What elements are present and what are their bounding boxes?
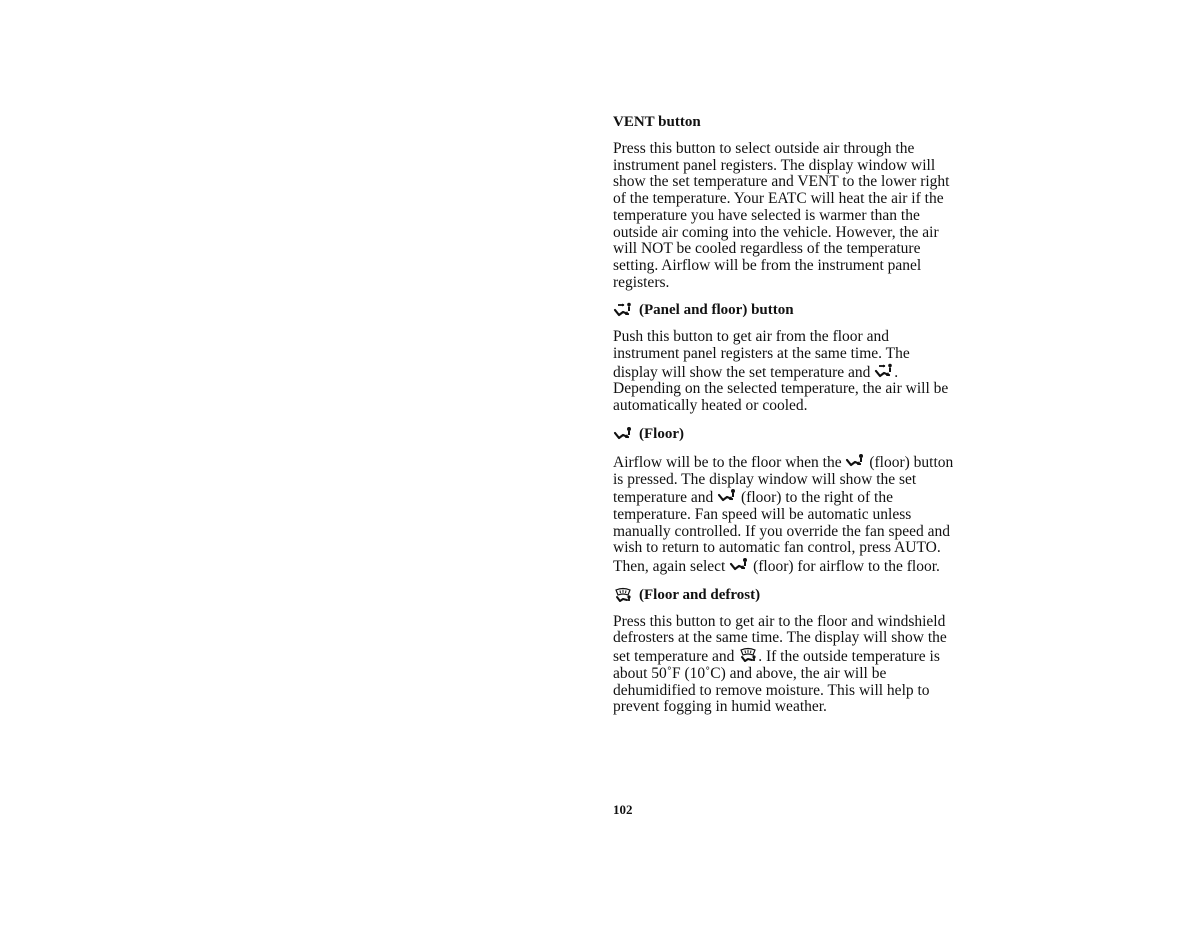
section-heading-floor-defrost — [613, 585, 958, 605]
panel-floor-paragraph — [613, 329, 958, 415]
section-heading-floor — [613, 424, 958, 444]
floor-airflow-icon — [729, 557, 749, 573]
floor-text-3: (floor) to the right of the temperature. Fan speed will be automatic unless manually controlled. If you override the fan speed and wish to return to automatic fan control, press AUTO. Then, again select — [613, 489, 951, 576]
panel-and-floor-airflow-icon — [874, 363, 894, 379]
floor-airflow-icon — [845, 453, 865, 469]
floor-defrost-text-1: Press this button to get air to the floor and windshield defrosters at the same time. The display will show the set temperature and — [613, 612, 947, 666]
panel-floor-heading-text: (Panel and floor) button — [639, 302, 794, 319]
page-number: 102 — [613, 802, 633, 817]
floor-airflow-icon — [717, 488, 737, 504]
panel-and-floor-airflow-icon — [613, 302, 633, 318]
section-heading-panel-floor — [613, 300, 958, 320]
manual-page-column — [613, 112, 958, 716]
floor-airflow-icon — [613, 426, 633, 442]
floor-and-defrost-icon — [613, 587, 633, 603]
floor-defrost-text-2: . If the outside temperature is about 50˚F (10˚C) and above, the air will be dehumidified to remove moisture. This will help to prevent fogging in humid weather. — [613, 648, 940, 716]
floor-paragraph — [613, 453, 958, 576]
vent-heading-text: VENT button — [613, 114, 701, 130]
panel-floor-text-1: Push this button to get air from the floor and instrument panel registers at the same time. The display will show the set temperature and — [613, 328, 910, 381]
floor-text-2: (floor) button is pressed. The display window will show the set temperature and — [613, 453, 954, 507]
vent-paragraph: Press this button to select outside air through the instrument panel registers. The display window will show the set temperature and VENT to the lower right of the temperature. Your EATC will heat the air if the temperature you have selected is warmer than the outside air coming into the vehicle. However, the air will NOT be cooled regardless of the temperature setting. Airflow will be from the instrument panel registers. — [613, 140, 950, 291]
floor-and-defrost-icon — [738, 647, 758, 663]
floor-heading-text: (Floor) — [639, 425, 684, 442]
panel-floor-text-2: . Depending on the selected temperature, the air will be automatically heated or cooled. — [613, 363, 949, 415]
floor-defrost-heading-text: (Floor and defrost) — [639, 586, 761, 603]
floor-defrost-paragraph — [613, 614, 958, 716]
floor-text-1: Airflow will be to the floor when the — [613, 453, 846, 471]
floor-text-4: (floor) for airflow to the floor. — [749, 558, 940, 576]
section-heading-vent — [613, 112, 958, 132]
